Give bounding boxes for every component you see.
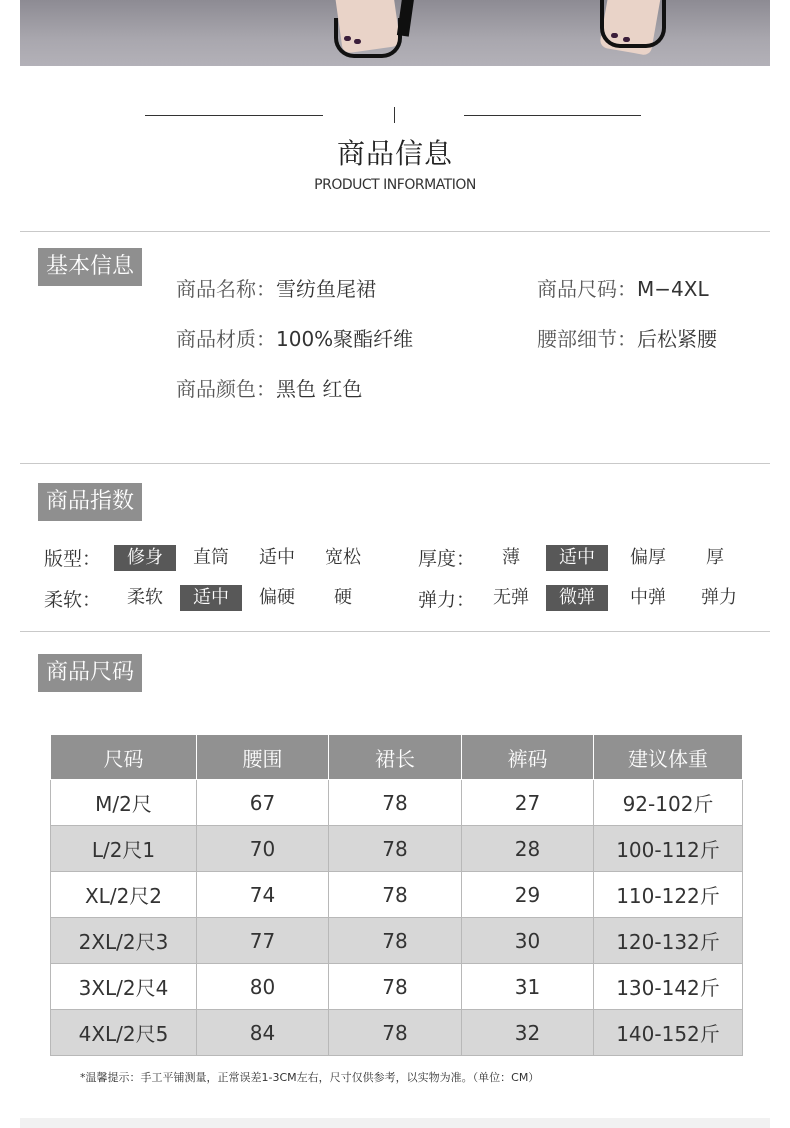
thickness-option: 薄 (502, 547, 520, 568)
column-header: 裙长 (329, 735, 462, 780)
divider (20, 231, 770, 232)
table-cell: 130-142斤 (594, 964, 743, 1010)
size-table (50, 734, 743, 1056)
product-size-label: 商品尺码： (537, 277, 637, 301)
elasticity-option: 中弹 (630, 587, 666, 608)
column-header: 裤码 (462, 735, 594, 780)
column-header: 尺码 (51, 735, 197, 780)
column-header: 腰围 (197, 735, 329, 780)
thickness-option: 厚 (706, 547, 724, 568)
header-rule-left (145, 115, 323, 116)
table-row (51, 826, 743, 872)
product-index-tag: 商品指数 (38, 483, 142, 521)
product-material-label: 商品材质： (176, 327, 276, 351)
product-name-row (176, 273, 376, 302)
fit-option: 直筒 (193, 547, 229, 568)
table-cell: 92-102斤 (594, 780, 743, 826)
product-size-row (537, 273, 709, 302)
section-subtitle: PRODUCT INFORMATION (314, 177, 476, 193)
section-title: 商品信息 (336, 137, 453, 170)
table-cell: M/2尺 (51, 780, 197, 826)
table-cell: 74 (197, 872, 329, 918)
table-cell: 78 (329, 1010, 462, 1056)
header-rule-right (464, 115, 641, 116)
waist-detail-label: 腰部细节： (537, 327, 637, 351)
table-row (51, 872, 743, 918)
table-cell: 78 (329, 826, 462, 872)
divider (20, 631, 770, 632)
table-cell: XL/2尺2 (51, 872, 197, 918)
table-cell: 78 (329, 780, 462, 826)
measurement-note: *温馨提示：手工平铺测量，正常误差1-3CM左右，尺寸仅供参考，以实物为准。（单位：CM） (80, 1071, 540, 1084)
table-row (51, 918, 743, 964)
elasticity-label: 弹力： (418, 589, 476, 611)
table-cell: 84 (197, 1010, 329, 1056)
size-tag: 商品尺码 (38, 654, 142, 692)
table-cell: 110-122斤 (594, 872, 743, 918)
table-cell: L/2尺1 (51, 826, 197, 872)
table-cell: 78 (329, 872, 462, 918)
softness-option: 偏硬 (259, 587, 295, 608)
softness-option: 适中 (180, 585, 242, 611)
table-header-row (51, 735, 743, 780)
softness-option: 硬 (334, 587, 352, 608)
table-cell: 3XL/2尺4 (51, 964, 197, 1010)
product-color-label: 商品颜色： (176, 377, 276, 401)
fit-option: 宽松 (325, 547, 361, 568)
product-color-row (176, 373, 362, 402)
table-cell: 78 (329, 964, 462, 1010)
softness-label: 柔软： (44, 589, 102, 611)
table-cell: 30 (462, 918, 594, 964)
table-row (51, 964, 743, 1010)
softness-option: 柔软 (127, 587, 163, 608)
product-material-value: 100%聚酯纤维 (276, 327, 414, 351)
waist-detail-value: 后松紧腰 (637, 327, 717, 351)
table-cell: 28 (462, 826, 594, 872)
table-cell: 67 (197, 780, 329, 826)
table-cell: 2XL/2尺3 (51, 918, 197, 964)
thickness-option: 适中 (546, 545, 608, 571)
table-row (51, 780, 743, 826)
elasticity-option: 弹力 (701, 587, 737, 608)
basic-info-tag: 基本信息 (38, 248, 142, 286)
elasticity-option: 无弹 (493, 587, 529, 608)
product-name-value: 雪纺鱼尾裙 (276, 277, 376, 301)
waist-detail-row (537, 323, 717, 352)
product-size-value: M−4XL (637, 277, 709, 301)
bottom-band (20, 1118, 770, 1128)
table-cell: 4XL/2尺5 (51, 1010, 197, 1056)
product-photo (20, 0, 770, 66)
fit-option: 修身 (114, 545, 176, 571)
table-cell: 70 (197, 826, 329, 872)
product-color-value: 黑色 红色 (276, 377, 363, 401)
table-cell: 78 (329, 918, 462, 964)
table-cell: 27 (462, 780, 594, 826)
fit-option: 适中 (259, 547, 295, 568)
product-name-label: 商品名称： (176, 277, 276, 301)
table-cell: 77 (197, 918, 329, 964)
elasticity-option: 微弹 (546, 585, 608, 611)
header-tick (394, 107, 395, 123)
table-cell: 100-112斤 (594, 826, 743, 872)
table-cell: 32 (462, 1010, 594, 1056)
table-cell: 140-152斤 (594, 1010, 743, 1056)
thickness-label: 厚度： (418, 548, 476, 570)
column-header: 建议体重 (594, 735, 743, 780)
table-cell: 29 (462, 872, 594, 918)
product-material-row (176, 323, 413, 352)
thickness-option: 偏厚 (630, 547, 666, 568)
divider (20, 463, 770, 464)
table-cell: 120-132斤 (594, 918, 743, 964)
table-row (51, 1010, 743, 1056)
table-cell: 31 (462, 964, 594, 1010)
fit-label: 版型： (44, 548, 102, 570)
table-cell: 80 (197, 964, 329, 1010)
